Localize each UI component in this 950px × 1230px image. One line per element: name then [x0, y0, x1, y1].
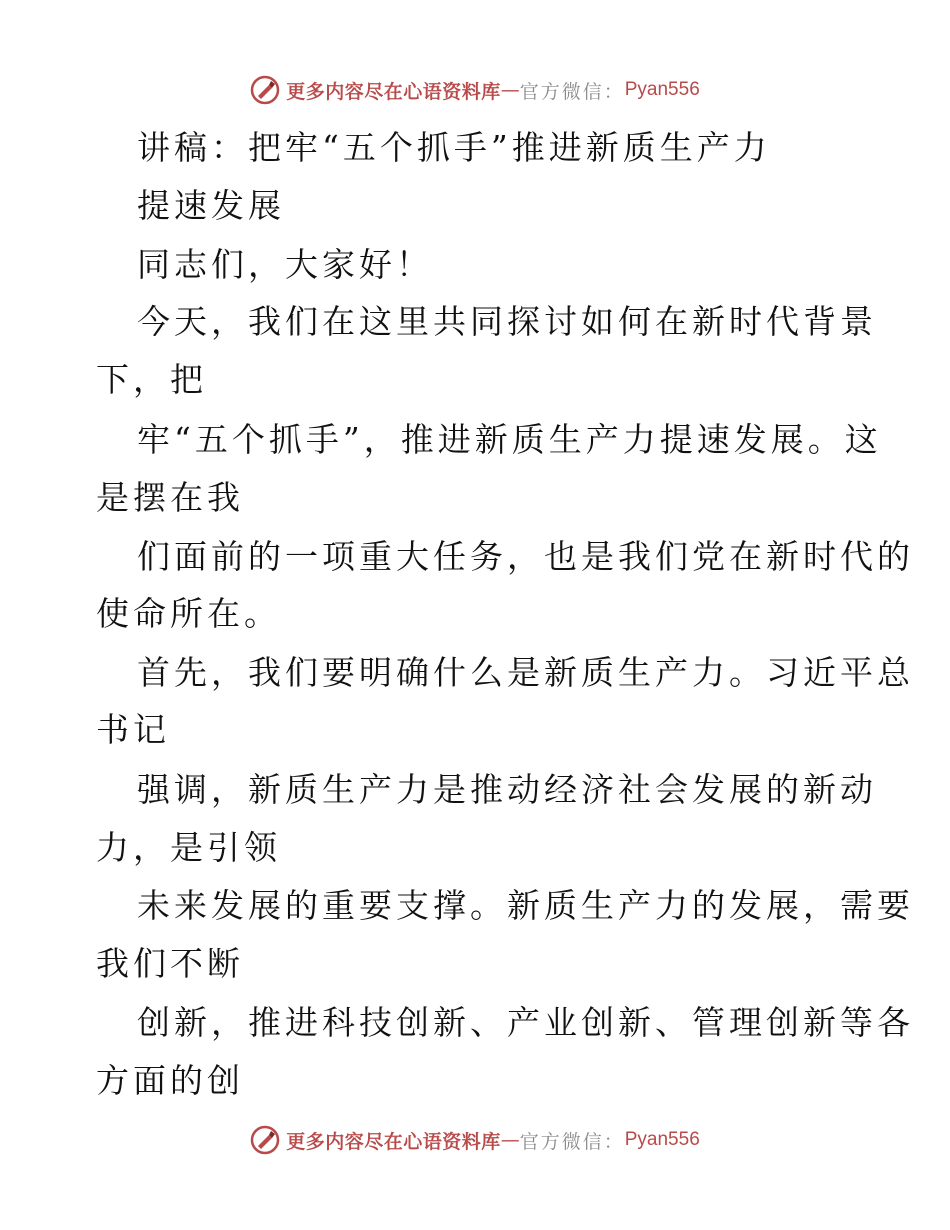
text-line: 我们不断 [96, 944, 244, 983]
watermark-brand: 更多内容尽在心语资料库 [286, 1130, 501, 1153]
text-line: 强调，新质生产力是推动经济社会发展的新动 [137, 770, 877, 809]
watermark-dash: — [500, 1129, 520, 1151]
text-line: 未来发展的重要支撑。新质生产力的发展，需要 [137, 886, 914, 925]
text-line: 牢“五个抓手”，推进新质生产力提速发展。这 [137, 420, 882, 459]
document-title-continued: 提速发展 [137, 186, 285, 225]
watermark-dash: — [500, 79, 520, 101]
text-line: 创新，推进科技创新、产业创新、管理创新等各 [137, 1003, 914, 1042]
header-watermark [0, 70, 950, 110]
pen-logo-icon [250, 1125, 280, 1155]
footer-watermark [0, 1120, 950, 1160]
text-line: 方面的创 [96, 1061, 244, 1100]
watermark-brand: 更多内容尽在心语资料库 [286, 80, 501, 103]
text-line: 同志们，大家好！ [137, 245, 433, 284]
watermark-account: Pyan556 [624, 1129, 700, 1150]
text-line: 们面前的一项重大任务，也是我们党在新时代的 [137, 537, 914, 576]
text-line: 力，是引领 [96, 828, 281, 867]
pen-logo-icon [250, 75, 280, 105]
text-line: 是摆在我 [96, 478, 244, 517]
text-line: 下，把 [96, 360, 207, 399]
text-line: 首先，我们要明确什么是新质生产力。习近平总 [137, 653, 914, 692]
text-line: 书记 [96, 710, 170, 749]
watermark-official-label: 官方微信： [519, 80, 625, 103]
text-line: 今天，我们在这里共同探讨如何在新时代背景 [137, 302, 877, 341]
watermark-account: Pyan556 [624, 79, 700, 100]
text-line: 使命所在。 [96, 594, 281, 633]
watermark-official-label: 官方微信： [519, 1130, 625, 1153]
document-title: 讲稿：把牢“五个抓手”推进新质生产力 [137, 128, 771, 167]
